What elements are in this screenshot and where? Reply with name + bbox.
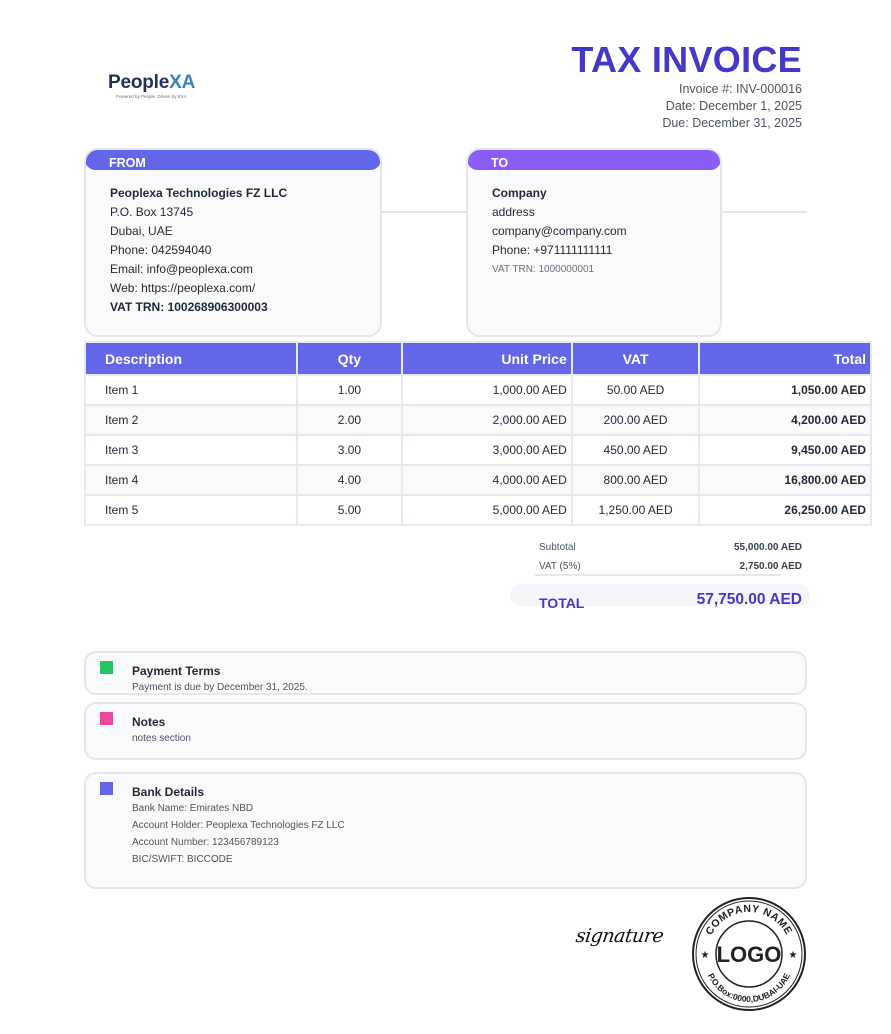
to-vat-trn: VAT TRN: 1000000001 bbox=[492, 264, 595, 275]
from-city: Dubai, UAE bbox=[110, 224, 173, 238]
account-number: Account Number: 123456789123 bbox=[132, 837, 279, 848]
cell-vat: 800.00 AED bbox=[573, 466, 699, 494]
cell-qty: 2.00 bbox=[298, 406, 402, 434]
cell-total: 26,250.00 AED bbox=[700, 496, 870, 524]
to-address: address bbox=[492, 205, 535, 219]
company-logo bbox=[108, 73, 218, 99]
line-items-table bbox=[84, 341, 872, 526]
connector-line bbox=[721, 211, 807, 213]
logo-wordmark bbox=[108, 73, 218, 93]
from-phone: Phone: 042594040 bbox=[110, 243, 212, 257]
to-phone: Phone: +971111111111 bbox=[492, 243, 613, 257]
account-holder: Account Holder: Peoplexa Technologies FZ LLC bbox=[132, 820, 345, 831]
cell-unit-price: 5,000.00 AED bbox=[403, 496, 571, 524]
invoice-number: Invoice #: INV-000016 bbox=[679, 82, 802, 96]
company-stamp bbox=[690, 895, 808, 1013]
cell-description: Item 1 bbox=[86, 376, 296, 404]
to-card-header: TO bbox=[467, 149, 721, 170]
cell-qty: 5.00 bbox=[298, 496, 402, 524]
from-card-header: FROM bbox=[85, 149, 381, 170]
payment-terms-marker-icon bbox=[100, 661, 113, 674]
stamp-seal-icon bbox=[690, 895, 808, 1013]
payment-terms-box bbox=[84, 651, 807, 695]
cell-total: 16,800.00 AED bbox=[700, 466, 870, 494]
notes-box bbox=[84, 702, 807, 760]
cell-total: 9,450.00 AED bbox=[700, 436, 870, 464]
cell-total: 1,050.00 AED bbox=[700, 376, 870, 404]
bank-details-box bbox=[84, 772, 807, 889]
signature: signature bbox=[574, 925, 665, 947]
invoice-date: Date: December 1, 2025 bbox=[665, 99, 802, 113]
invoice-due-date: Due: December 31, 2025 bbox=[662, 116, 802, 130]
cell-unit-price: 1,000.00 AED bbox=[403, 376, 571, 404]
from-web: Web: https://peoplexa.com/ bbox=[110, 281, 256, 295]
bank-details-title: Bank Details bbox=[132, 785, 205, 799]
from-card-body bbox=[86, 170, 380, 317]
cell-unit-price: 2,000.00 AED bbox=[403, 406, 571, 434]
cell-description: Item 2 bbox=[86, 406, 296, 434]
star-icon: ★ bbox=[700, 950, 710, 961]
cell-description: Item 3 bbox=[86, 436, 296, 464]
from-email: Email: info@peoplexa.com bbox=[110, 262, 253, 276]
cell-description: Item 4 bbox=[86, 466, 296, 494]
from-company: Peoplexa Technologies FZ LLC bbox=[110, 186, 288, 200]
table-row bbox=[86, 466, 870, 494]
column-header-total: Total bbox=[700, 343, 870, 374]
grand-total-label: TOTAL bbox=[539, 595, 585, 611]
connector-line bbox=[380, 211, 468, 213]
logo-tagline: Powered by People, Driven by EXA bbox=[116, 94, 187, 99]
from-po-box: P.O. Box 13745 bbox=[110, 205, 194, 219]
cell-description: Item 5 bbox=[86, 496, 296, 524]
cell-vat: 450.00 AED bbox=[573, 436, 699, 464]
bank-details-lines bbox=[132, 800, 345, 868]
from-card bbox=[84, 148, 382, 337]
cell-vat: 50.00 AED bbox=[573, 376, 699, 404]
notes-text: notes section bbox=[132, 733, 191, 744]
to-card bbox=[466, 148, 722, 337]
stamp-center-text: LOGO bbox=[716, 942, 782, 967]
table-row bbox=[86, 436, 870, 464]
star-icon: ★ bbox=[788, 950, 798, 961]
column-header-description: Description bbox=[86, 343, 296, 374]
cell-qty: 1.00 bbox=[298, 376, 402, 404]
cell-vat: 200.00 AED bbox=[573, 406, 699, 434]
cell-vat: 1,250.00 AED bbox=[573, 496, 699, 524]
stamp-top-text: COMPANY NAME bbox=[703, 902, 795, 938]
invoice-title: TAX INVOICE bbox=[571, 39, 802, 80]
vat-value: 2,750.00 AED bbox=[739, 561, 802, 572]
cell-qty: 4.00 bbox=[298, 466, 402, 494]
vat-row bbox=[539, 561, 802, 572]
bic-swift: BIC/SWIFT: BICCODE bbox=[132, 854, 233, 865]
bank-details-marker-icon bbox=[100, 782, 113, 795]
column-header-vat: VAT bbox=[573, 343, 699, 374]
invoice-meta bbox=[662, 81, 802, 132]
logo-name-part1: People bbox=[108, 72, 170, 93]
column-header-qty: Qty bbox=[298, 343, 402, 374]
table-header-row bbox=[86, 343, 870, 374]
from-vat-trn: VAT TRN: 100268906300003 bbox=[110, 300, 268, 314]
to-email: company@company.com bbox=[492, 224, 627, 238]
table-row bbox=[86, 496, 870, 524]
notes-title: Notes bbox=[132, 715, 166, 729]
subtotal-label: Subtotal bbox=[539, 542, 576, 553]
totals-divider bbox=[535, 574, 781, 576]
bank-name: Bank Name: Emirates NBD bbox=[132, 803, 254, 814]
payment-terms-text: Payment is due by December 31, 2025. bbox=[132, 682, 308, 693]
notes-marker-icon bbox=[100, 712, 113, 725]
column-header-unit-price: Unit Price bbox=[403, 343, 571, 374]
to-company: Company bbox=[492, 186, 547, 200]
table-row bbox=[86, 376, 870, 404]
logo-name-part2: XA bbox=[169, 72, 196, 93]
cell-total: 4,200.00 AED bbox=[700, 406, 870, 434]
table-row bbox=[86, 406, 870, 434]
subtotal-value: 55,000.00 AED bbox=[733, 542, 802, 553]
payment-terms-title: Payment Terms bbox=[132, 664, 221, 678]
cell-unit-price: 4,000.00 AED bbox=[403, 466, 571, 494]
cell-qty: 3.00 bbox=[298, 436, 402, 464]
stamp-bottom-text: P.O.Box:0000,DUBAI-UAE bbox=[705, 971, 793, 1005]
grand-total-value: 57,750.00 AED bbox=[696, 591, 802, 608]
vat-label: VAT (5%) bbox=[539, 561, 581, 572]
to-card-body bbox=[468, 170, 720, 279]
subtotal-row bbox=[539, 542, 802, 553]
cell-unit-price: 3,000.00 AED bbox=[403, 436, 571, 464]
